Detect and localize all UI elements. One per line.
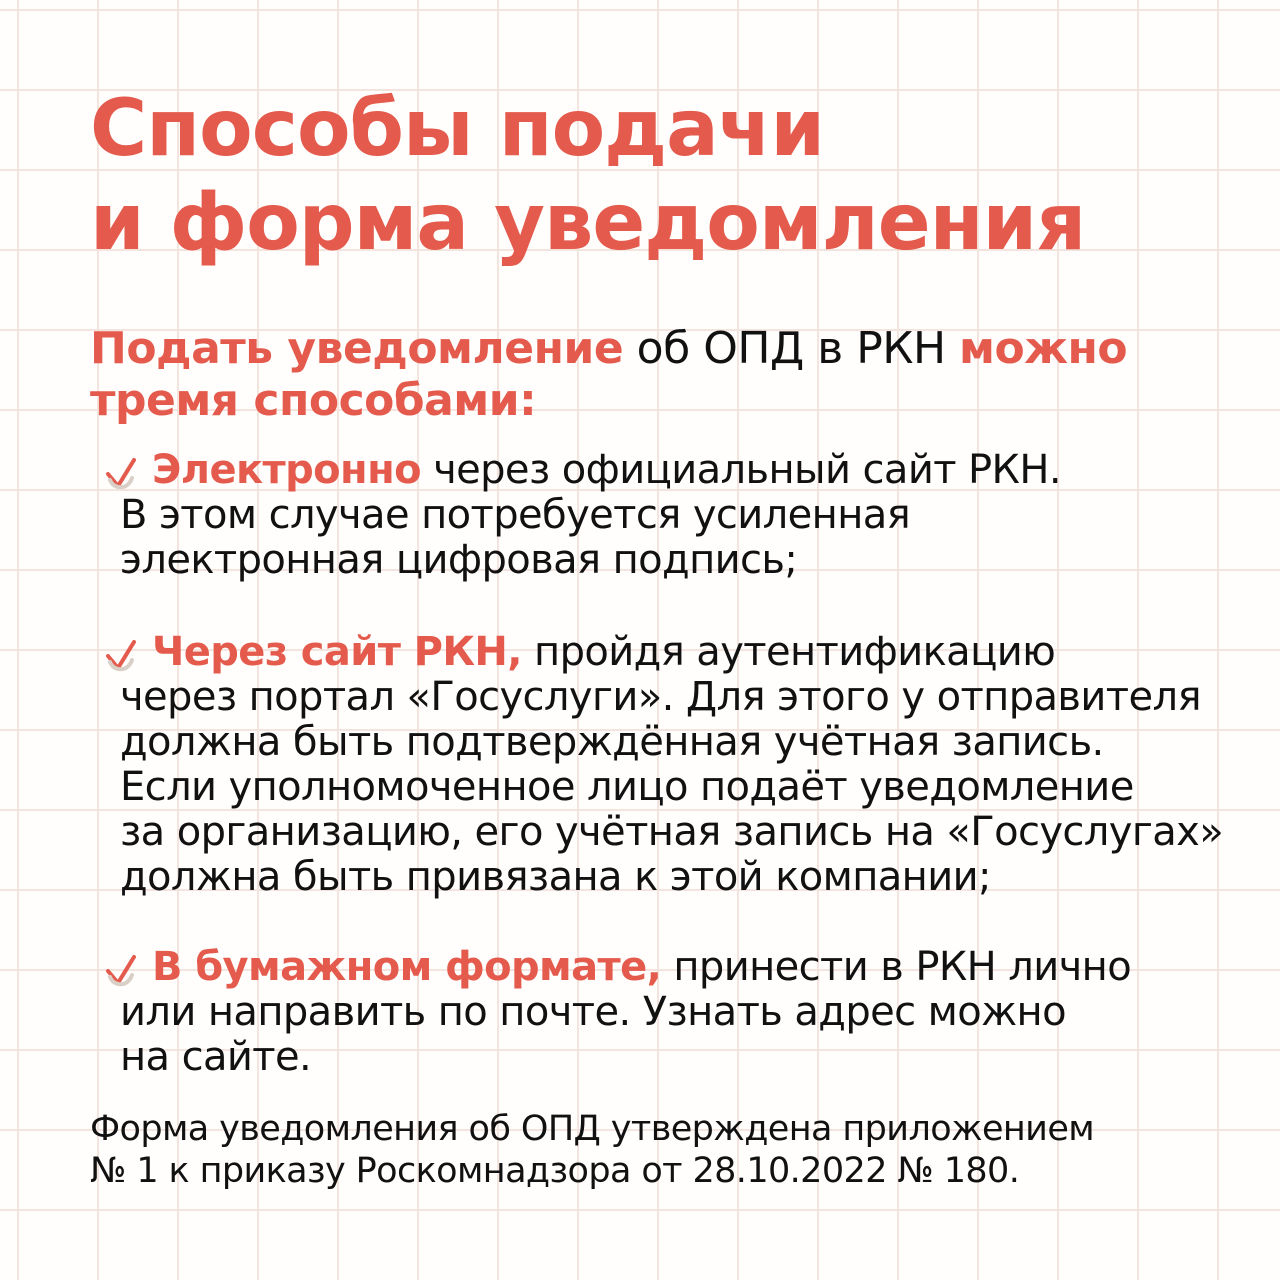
method-line: через портал «Госуслуги». Для этого у отправителя <box>120 674 1201 720</box>
method-line: или направить по почте. Узнать адрес можно <box>120 989 1066 1035</box>
method-item-gosuslugi <box>120 630 1250 900</box>
intro-highlight-1: Подать уведомление <box>90 323 624 374</box>
title-line-1: Способы подачи <box>90 84 825 174</box>
method-line: В бумажном формате, принести в РКН лично <box>152 944 1132 990</box>
method-highlight: Электронно <box>152 447 421 493</box>
title-line-2: и форма уведомления <box>90 178 1086 268</box>
page-title <box>90 82 1085 270</box>
intro-plain: об ОПД в РКН <box>623 323 960 374</box>
method-highlight: В бумажном формате, <box>152 944 662 990</box>
method-highlight: Через сайт РКН, <box>152 629 522 675</box>
footer-line-1: Форма уведомления об ОПД утверждена приложением <box>90 1109 1095 1149</box>
method-line: В этом случае потребуется усиленная <box>120 492 911 538</box>
check-icon <box>104 953 138 987</box>
method-line: Через сайт РКН, пройдя аутентификацию <box>152 629 1056 675</box>
method-line: Электронно через официальный сайт РКН. <box>152 447 1061 493</box>
method-line: на сайте. <box>120 1034 312 1080</box>
method-item-electronic <box>120 448 1250 583</box>
footer-note <box>90 1108 1240 1192</box>
intro-highlight-3: тремя способами: <box>90 375 537 426</box>
check-icon <box>104 456 138 490</box>
method-line: должна быть привязана к этой компании; <box>120 854 991 900</box>
intro-text <box>90 323 1240 427</box>
check-icon <box>104 638 138 672</box>
method-line: электронная цифровая подпись; <box>120 537 798 583</box>
method-line: за организацию, его учётная запись на «Госуслугах» <box>120 809 1224 855</box>
footer-line-2: № 1 к приказу Роскомнадзора от 28.10.2022 № 180. <box>90 1151 1020 1191</box>
intro-highlight-2: можно <box>959 323 1128 374</box>
method-item-paper <box>120 945 1250 1080</box>
method-line: Если уполномоченное лицо подаёт уведомление <box>120 764 1134 810</box>
method-line: должна быть подтверждённая учётная запись. <box>120 719 1104 765</box>
